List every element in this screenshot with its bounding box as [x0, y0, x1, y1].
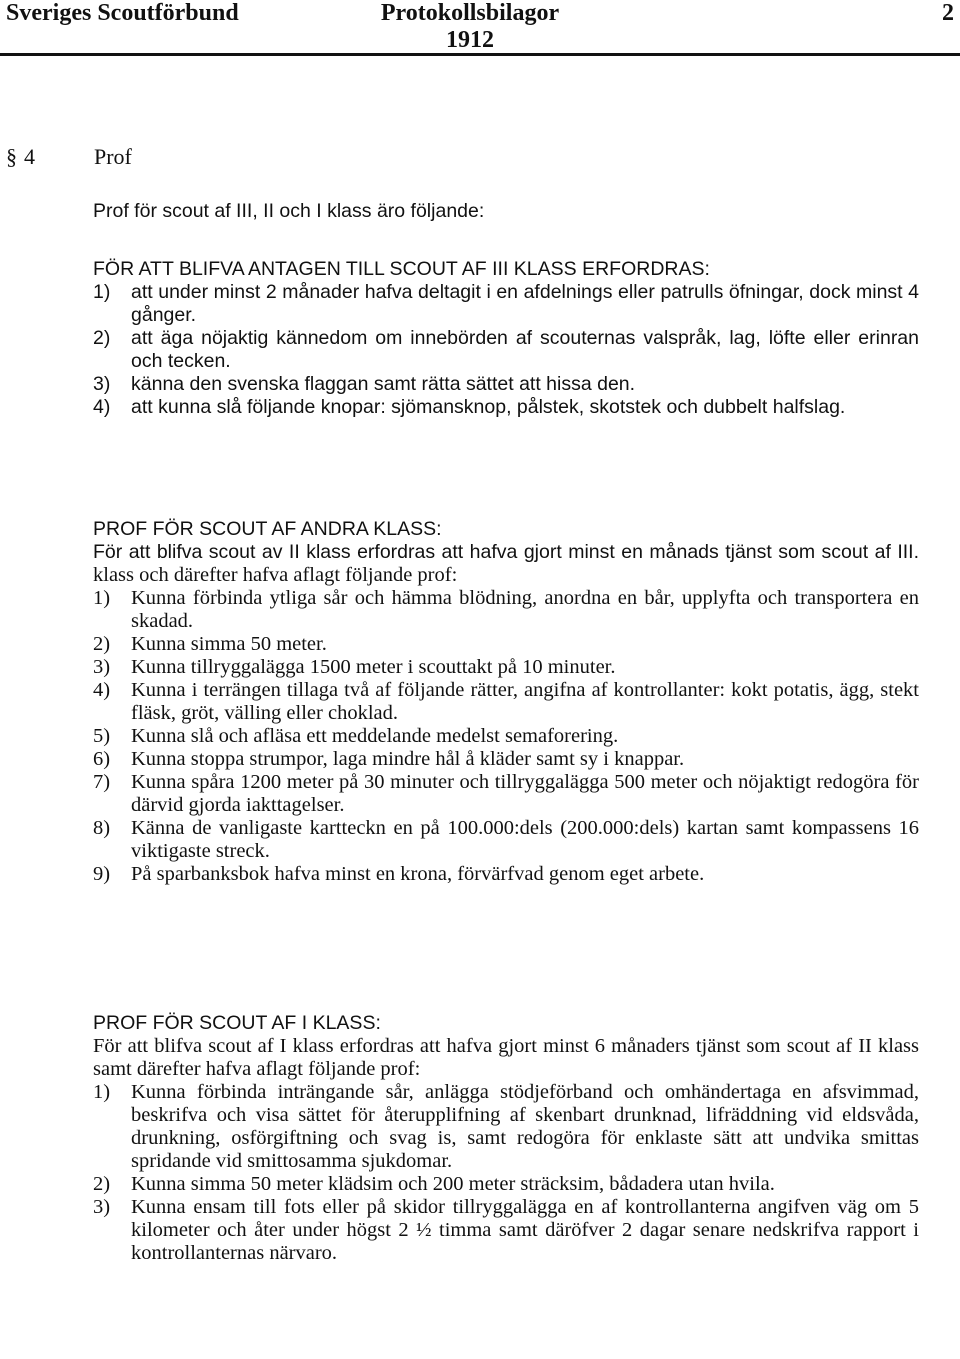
page-header [0, 0, 960, 56]
list-item [93, 679, 919, 725]
item-number: 6) [93, 748, 111, 770]
item-number: 4) [93, 679, 111, 701]
item-text: att kunna slå följande knopar: sjömansknop, pålstek, skotstek och dubbelt halfslag. [131, 396, 846, 418]
item-number: 3) [93, 1196, 111, 1218]
item-text: Kunna slå och afläsa ett meddelande medelst semaforering. [131, 725, 619, 747]
intro-text: Prof för scout af III, II och I klass äro följande: [93, 200, 485, 222]
item-text: På sparbanksbok hafva minst en krona, förvärfvad genom eget arbete. [131, 863, 705, 885]
item-text: att äga nöjaktig kännedom om innebörden af scouternas valspråk, lag, löfte eller erinran och tecken. [131, 327, 919, 372]
list-item [93, 1196, 919, 1265]
item-text: Kunna i terrängen tillaga två af följande rätter, angifna af kontrollanter: kokt potatis, ägg, stekt fläsk, gröt, välling eller choklad. [131, 679, 919, 724]
item-text: känna den svenska flaggan samt rätta sättet att hissa den. [131, 373, 636, 395]
section-number: 4 [24, 144, 35, 169]
item-text: Känna de vanligaste kartteckn en på 100.000:dels (200.000:dels) kartan samt kompassens 16 viktigaste streck. [131, 817, 919, 862]
item-number: 2) [93, 327, 111, 349]
item-number: 4) [93, 396, 111, 418]
header-year: 1912 [446, 27, 494, 53]
header-center [340, 0, 600, 54]
class1-block [93, 1012, 919, 1265]
item-text: Kunna förbinda ytliga sår och hämma blödning, anordna en bår, upplyfta och transportera en skadad. [131, 587, 919, 632]
section-intro [93, 200, 919, 223]
class2-block [93, 518, 919, 886]
class2-intro [93, 541, 919, 587]
item-text: Kunna stoppa strumpor, laga mindre hål å kläder samt sy i knappar. [131, 748, 685, 770]
item-number: 2) [93, 1173, 111, 1195]
class1-list [93, 1081, 919, 1265]
list-item [93, 633, 919, 656]
list-item [93, 1173, 919, 1196]
list-item [93, 373, 919, 396]
item-number: 2) [93, 633, 111, 655]
item-number: 7) [93, 771, 111, 793]
item-text: Kunna ensam till fots eller på skidor tillryggalägga en af kontrollanterna angifven väg om 5 kilometer och åter under högst 2 ½ timma samt däröfver 2 dagar senare nedskrifva rapport i kontrollanternas närvaro. [131, 1196, 919, 1264]
class3-heading: FÖR ATT BLIFVA ANTAGEN TILL SCOUT AF III KLASS ERFORDRAS: [93, 258, 710, 280]
class2-intro-part1: För att blifva scout av II klass erfordras att hafva gjort minst en månads tjänst som scout af III. [93, 541, 919, 563]
list-item [93, 748, 919, 771]
class3-block [93, 258, 919, 419]
item-text: Kunna simma 50 meter klädsim och 200 meter sträcksim, bådadera utan hvila. [131, 1173, 775, 1195]
item-text: Kunna simma 50 meter. [131, 633, 327, 655]
list-item [93, 587, 919, 633]
item-number: 1) [93, 1081, 111, 1103]
class2-intro-part2: klass och därefter hafva aflagt följande prof: [93, 564, 458, 586]
list-item [93, 396, 919, 419]
item-number: 9) [93, 863, 111, 885]
item-text: Kunna tillryggalägga 1500 meter i scouttakt på 10 minuter. [131, 656, 616, 678]
item-number: 3) [93, 656, 111, 678]
list-item [93, 725, 919, 748]
class3-list [93, 281, 919, 419]
list-item [93, 771, 919, 817]
item-text: Kunna spåra 1200 meter på 30 minuter och tillryggalägga 500 meter och nöjaktigt redogöra för därvid gjorda iakttagelser. [131, 771, 919, 816]
item-number: 1) [93, 587, 111, 609]
list-item [93, 281, 919, 327]
class2-heading: PROF FÖR SCOUT AF ANDRA KLASS: [93, 518, 442, 540]
section-title: Prof [94, 144, 132, 169]
page-number: 2 [942, 0, 954, 26]
list-item [93, 1081, 919, 1173]
list-item [93, 327, 919, 373]
list-item [93, 863, 919, 886]
item-number: 8) [93, 817, 111, 839]
header-title: Protokollsbilagor [380, 0, 560, 26]
item-text: att under minst 2 månader hafva deltagit i en afdelnings eller patrulls öfningar, dock minst 4 gånger. [131, 281, 919, 326]
item-text: Kunna förbinda inträngande sår, anlägga stödjeförband och omhändertaga en afsvimmad, beskrifva och visa sättet för återupplifning af skenbart drunknad, lifräddning vid eldsvåda, drunkning, osförgiftning och svag is, samt redogöra för enklaste sätt att undvika smittas spridande vid smittosamma sjukdomar. [131, 1081, 919, 1172]
class1-intro: För att blifva scout af I klass erfordras att hafva gjort minst 6 månaders tjänst som scout af II klass samt därefter hafva aflagt följande prof: [93, 1035, 919, 1080]
section-symbol: § [6, 144, 17, 169]
class2-list [93, 587, 919, 886]
item-number: 3) [93, 373, 111, 395]
item-number: 1) [93, 281, 111, 303]
header-organization: Sveriges Scoutförbund [6, 0, 239, 26]
class1-heading: PROF FÖR SCOUT AF I KLASS: [93, 1012, 381, 1034]
list-item [93, 656, 919, 679]
list-item [93, 817, 919, 863]
item-number: 5) [93, 725, 111, 747]
